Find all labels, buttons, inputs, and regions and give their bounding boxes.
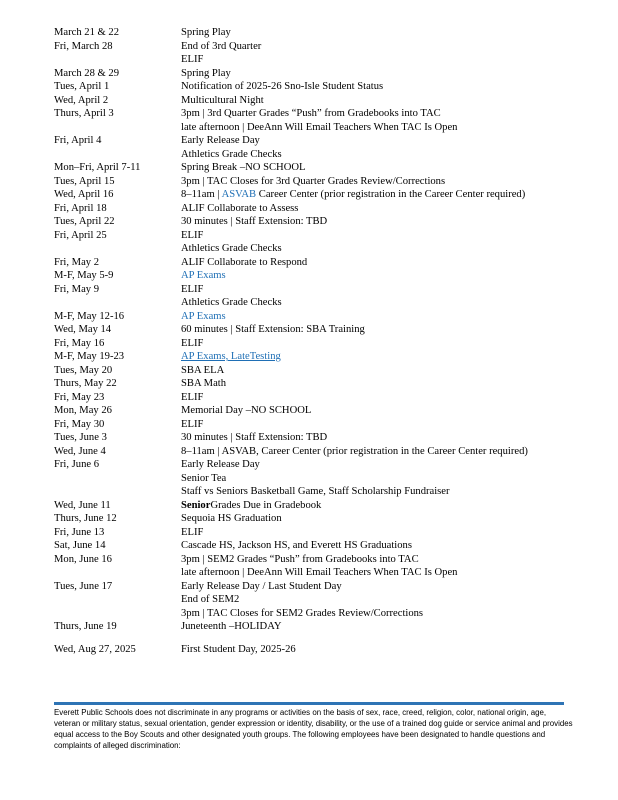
- schedule-date: Fri, March 28: [54, 40, 113, 52]
- schedule-event: 3pm | SEM2 Grades “Push” from Gradebooks into TAC: [181, 553, 419, 565]
- schedule-event: ELIF: [181, 418, 204, 430]
- event-link[interactable]: AP Exams: [181, 270, 226, 281]
- schedule-event: ELIF: [181, 229, 204, 241]
- schedule-date: Tues, May 20: [54, 364, 113, 376]
- schedule-row: [54, 566, 574, 580]
- schedule-row: [54, 580, 574, 594]
- schedule-event: ELIF: [181, 526, 204, 538]
- schedule-event: Early Release Day: [181, 135, 260, 146]
- schedule-event: ALIF Collaborate to Assess: [181, 202, 299, 214]
- schedule-event: [181, 350, 574, 364]
- schedule-event: SBA Math: [181, 378, 227, 389]
- schedule-event: Athletics Grade Checks: [181, 243, 282, 254]
- schedule-event: Sequoia HS Graduation: [181, 513, 282, 524]
- schedule-row: [54, 310, 574, 324]
- schedule-row: [54, 472, 574, 486]
- schedule-date: Mon, June 16: [54, 553, 112, 565]
- event-text: Grades Due in Gradebook: [210, 499, 322, 511]
- schedule-row: [54, 485, 574, 499]
- schedule-row: [54, 526, 574, 540]
- schedule-date: Wed, May 14: [54, 324, 112, 335]
- footer-divider: [54, 702, 564, 705]
- schedule-date: Wed, June 4: [54, 445, 106, 457]
- schedule-date: M-F, May 5-9: [54, 270, 114, 281]
- schedule-date: Fri, June 13: [54, 526, 105, 538]
- schedule-date: [54, 53, 181, 67]
- schedule-row: [54, 188, 574, 202]
- event-link[interactable]: AP Exams: [181, 310, 226, 322]
- schedule-event: End of SEM2: [181, 594, 240, 605]
- schedule-event: Spring Play: [181, 67, 231, 79]
- event-text: Career Center (prior registration in the Career Center required): [256, 189, 526, 200]
- schedule-date: Mon, May 26: [54, 405, 112, 416]
- schedule-date: Fri, May 30: [54, 418, 105, 430]
- schedule-date: [54, 242, 181, 256]
- schedule-row: [54, 242, 574, 256]
- schedule-event: End of 3rd Quarter: [181, 40, 262, 52]
- schedule-event: late afternoon | DeeAnn Will Email Teachers When TAC Is Open: [181, 121, 458, 133]
- event-link[interactable]: ASVAB: [221, 189, 257, 200]
- schedule-row: [54, 445, 574, 459]
- schedule-date: Tues, April 15: [54, 175, 115, 187]
- schedule-date: Thurs, April 3: [54, 108, 114, 119]
- schedule-row: [54, 539, 574, 553]
- schedule-row: [54, 364, 574, 378]
- schedule-date: Fri, April 25: [54, 229, 107, 241]
- schedule-row: [54, 121, 574, 135]
- schedule-date: Fri, May 9: [54, 283, 100, 295]
- schedule-row: [54, 107, 574, 121]
- schedule-event: 3pm | TAC Closes for 3rd Quarter Grades Review/Corrections: [181, 175, 446, 187]
- schedule-row: [54, 67, 574, 81]
- schedule-date: [54, 121, 181, 135]
- schedule-row: [54, 431, 574, 445]
- schedule-date: Fri, May 23: [54, 391, 105, 403]
- schedule-row: [54, 283, 574, 297]
- schedule-row: [54, 499, 574, 513]
- nondiscrimination-notice: Everett Public Schools does not discriminate in any programs or activities on the basis of sex, race, creed, religion, color, national origin, age, veteran or military status, sexual orientation, gender expression or identity, disability, or the use of a trained dog guide or service animal and provides equal access to the Boy Scouts and other designated youth groups. The following employees have been designated to handle questions and complaints of alleged discrimination:: [54, 708, 573, 750]
- schedule-row: [54, 350, 574, 364]
- schedule-event: Senior Tea: [181, 472, 227, 484]
- schedule-date: [54, 485, 181, 499]
- schedule-row: [54, 553, 574, 567]
- schedule-event: SBA ELA: [181, 364, 225, 376]
- schedule-date: Tues, April 1: [54, 81, 110, 92]
- schedule-row: [54, 40, 574, 54]
- schedule-row: [54, 269, 574, 283]
- schedule-row: [54, 391, 574, 405]
- schedule-row: [54, 256, 574, 270]
- schedule-row: [54, 337, 574, 351]
- schedule-event: 3pm | 3rd Quarter Grades “Push” from Gradebooks into TAC: [181, 108, 441, 119]
- schedule-event: Early Release Day: [181, 459, 260, 470]
- schedule-event: Spring Play: [181, 27, 231, 38]
- schedule-date: M-F, May 19-23: [54, 351, 125, 362]
- schedule-row: [54, 512, 574, 526]
- schedule-date: Fri, June 6: [54, 459, 100, 470]
- event-link[interactable]: AP Exams, LateTesting: [181, 351, 281, 362]
- schedule-row: [54, 229, 574, 243]
- schedule-event: 60 minutes | Staff Extension: SBA Training: [181, 324, 365, 335]
- schedule-date: Thurs, June 12: [54, 513, 117, 524]
- schedule-row: [54, 94, 574, 108]
- schedule-date: [54, 472, 181, 486]
- schedule-event: 30 minutes | Staff Extension: TBD: [181, 216, 328, 227]
- schedule-row: [54, 148, 574, 162]
- schedule-row: [54, 607, 574, 621]
- schedule-date: [54, 148, 181, 162]
- schedule-date: M-F, May 12-16: [54, 310, 125, 322]
- schedule-date: March 21 & 22: [54, 27, 120, 38]
- schedule-event: [181, 499, 574, 513]
- schedule-date: Tues, June 17: [54, 580, 113, 592]
- schedule-event: 30 minutes | Staff Extension: TBD: [181, 432, 328, 443]
- schedule-date: [54, 296, 181, 310]
- schedule-event: Multicultural Night: [181, 94, 264, 106]
- schedule-date: March 28 & 29: [54, 67, 120, 79]
- schedule-event: Memorial Day –NO SCHOOL: [181, 405, 312, 416]
- schedule-date: Fri, May 2: [54, 256, 100, 268]
- schedule-event: [181, 188, 574, 202]
- schedule-date: Wed, April 2: [54, 94, 109, 106]
- schedule-event: ELIF: [181, 391, 204, 403]
- schedule-date: Mon–Fri, April 7-11: [54, 162, 141, 173]
- schedule-event: Early Release Day / Last Student Day: [181, 580, 342, 592]
- schedule-event: [181, 269, 574, 283]
- schedule-date: Thurs, June 19: [54, 621, 117, 632]
- schedule-event: Juneteenth –HOLIDAY: [181, 621, 282, 632]
- schedule-event: Athletics Grade Checks: [181, 297, 282, 308]
- schedule-date: Wed, June 11: [54, 499, 111, 511]
- schedule-row: [54, 418, 574, 432]
- schedule-date: Fri, April 4: [54, 135, 102, 146]
- schedule-row: [54, 53, 574, 67]
- schedule-row: [54, 215, 574, 229]
- schedule-event: 3pm | TAC Closes for SEM2 Grades Review/Corrections: [181, 607, 424, 619]
- schedule-event: late afternoon | DeeAnn Will Email Teachers When TAC Is Open: [181, 567, 458, 578]
- schedule-date: Sat, June 14: [54, 540, 106, 551]
- schedule-date: [54, 607, 181, 621]
- schedule-row: [54, 620, 574, 634]
- schedule-date: Wed, Aug 27, 2025: [54, 643, 136, 655]
- schedule-event: ELIF: [181, 54, 204, 65]
- schedule-row: [54, 175, 574, 189]
- schedule-row: [54, 134, 574, 148]
- schedule-event: Spring Break –NO SCHOOL: [181, 162, 306, 173]
- schedule-event: Notification of 2025-26 Sno-Isle Student Status: [181, 81, 384, 92]
- schedule-event: Athletics Grade Checks: [181, 148, 282, 160]
- schedule-date: Thurs, May 22: [54, 378, 117, 389]
- schedule-date: Fri, May 16: [54, 337, 105, 349]
- schedule-row: [54, 643, 574, 657]
- schedule-date: Tues, April 22: [54, 216, 115, 227]
- schedule-row: [54, 323, 574, 337]
- schedule-date: Tues, June 3: [54, 432, 107, 443]
- event-text: 8–11am |: [181, 189, 222, 200]
- schedule-date: [54, 593, 181, 607]
- schedule-row: [54, 161, 574, 175]
- event-emphasis: Senior: [181, 499, 211, 511]
- schedule-date: Fri, April 18: [54, 202, 107, 214]
- schedule-event: 8–11am | ASVAB, Career Center (prior registration in the Career Center required): [181, 445, 528, 457]
- schedule-table: [54, 26, 574, 656]
- schedule-row: [54, 80, 574, 94]
- schedule-date: [54, 566, 181, 580]
- schedule-event: ALIF Collaborate to Respond: [181, 256, 308, 268]
- schedule-event: First Student Day, 2025-26: [181, 643, 296, 655]
- schedule-row: [54, 296, 574, 310]
- schedule-row: [54, 458, 574, 472]
- schedule-event: Cascade HS, Jackson HS, and Everett HS Graduations: [181, 540, 412, 551]
- schedule-event: ELIF: [181, 337, 204, 349]
- schedule-row: [54, 202, 574, 216]
- schedule-event: Staff vs Seniors Basketball Game, Staff Scholarship Fundraiser: [181, 486, 450, 497]
- schedule-row: [54, 377, 574, 391]
- schedule-row: [54, 26, 574, 40]
- schedule-row: [54, 593, 574, 607]
- schedule-event: [181, 310, 574, 324]
- schedule-date: Wed, April 16: [54, 189, 114, 200]
- schedule-row: [54, 404, 574, 418]
- schedule-event: ELIF: [181, 283, 204, 295]
